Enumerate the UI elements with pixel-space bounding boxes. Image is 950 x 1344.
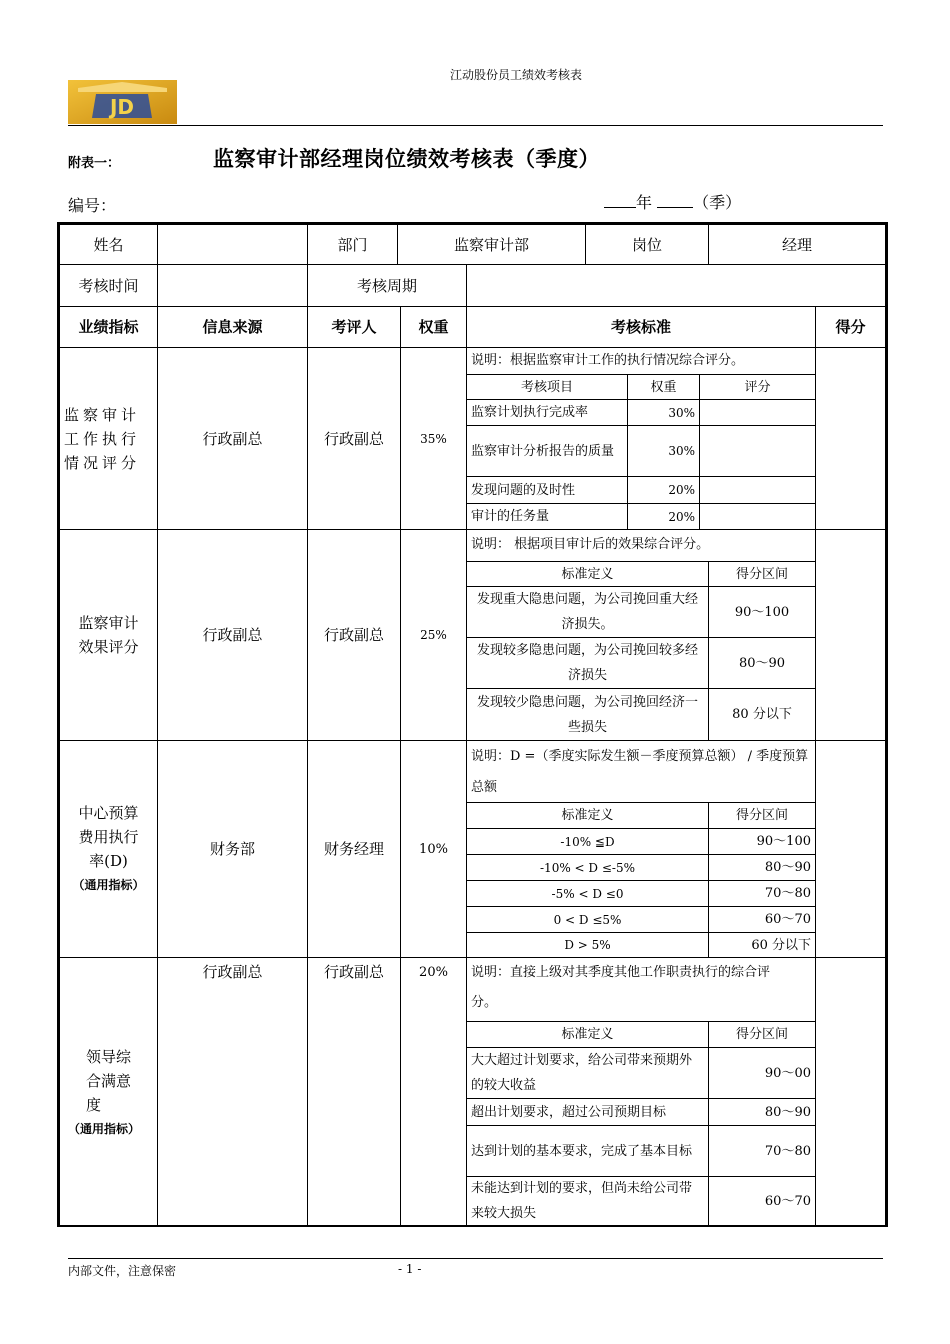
table-row: 0 < D ≤5% xyxy=(466,906,709,933)
score-cell[interactable] xyxy=(815,957,886,1226)
table-row: 审计的任务量 xyxy=(466,503,628,530)
weight-cell: 35% xyxy=(400,347,467,530)
row-range: 90～00 xyxy=(708,1047,816,1099)
table-row: 未能达到计划的要求，但尚未给公司带来较大损失 xyxy=(466,1176,709,1226)
sub-header-range: 得分区间 xyxy=(708,802,816,829)
name-label: 姓名 xyxy=(59,224,158,265)
footer-divider xyxy=(68,1258,883,1259)
row-range: 80～90 xyxy=(708,1098,816,1126)
standard-note: 说明：根据监察审计工作的执行情况综合评分。 xyxy=(466,347,816,375)
svg-text:JD: JD xyxy=(109,95,135,119)
cycle-label: 考核周期 xyxy=(307,264,467,307)
source-cell: 行政副总 xyxy=(157,347,308,530)
kpi-sub-label: （通用指标） xyxy=(68,1121,141,1136)
reviewer-cell: 财务经理 xyxy=(307,740,401,958)
kpi-label: 监察审计效果评分 xyxy=(78,614,139,656)
reviewer-cell: 行政副总 xyxy=(307,957,401,1226)
row-range: 80～90 xyxy=(708,854,816,881)
kpi-cell xyxy=(59,740,158,958)
dept-value: 监察审计部 xyxy=(397,224,586,265)
row-range: 60 分以下 xyxy=(708,932,816,958)
post-label: 岗位 xyxy=(585,224,709,265)
dept-label: 部门 xyxy=(307,224,398,265)
row-weight: 30% xyxy=(627,399,700,426)
score-cell[interactable] xyxy=(815,529,886,741)
form-title: 监察审计部经理岗位绩效考核表（季度） xyxy=(213,146,600,171)
sub-header-weight: 权重 xyxy=(627,374,700,400)
row-range: 70～80 xyxy=(708,880,816,907)
kpi-sub-label: （通用指标） xyxy=(72,878,145,892)
table-row: 达到计划的基本要求，完成了基本目标 xyxy=(466,1125,709,1177)
sub-header-range: 得分区间 xyxy=(708,561,816,587)
time-label: 考核时间 xyxy=(59,264,158,307)
sub-header-def: 标准定义 xyxy=(466,802,709,829)
col-score: 得分 xyxy=(815,306,886,348)
col-kpi: 业绩指标 xyxy=(59,306,158,348)
source-cell: 财务部 xyxy=(157,740,308,958)
header-divider xyxy=(68,125,883,126)
reviewer-cell: 行政副总 xyxy=(307,529,401,741)
attachment-label: 附表一： xyxy=(68,156,121,171)
source-cell: 行政副总 xyxy=(157,957,308,1226)
kpi-label: 领导综合满意度 xyxy=(86,1047,132,1114)
page-number: - 1 - xyxy=(398,1262,422,1276)
score-cell[interactable] xyxy=(815,347,886,530)
row-range: 80～90 xyxy=(708,637,816,689)
year-label: 年 xyxy=(636,193,653,212)
sub-header-def: 标准定义 xyxy=(466,1021,709,1048)
time-value[interactable] xyxy=(157,264,308,307)
name-value[interactable] xyxy=(157,224,308,265)
col-standard: 考核标准 xyxy=(466,306,816,348)
table-row: -10% ≦D xyxy=(466,828,709,855)
row-range: 60～70 xyxy=(708,1176,816,1226)
post-value: 经理 xyxy=(708,224,886,265)
row-score[interactable] xyxy=(699,425,816,477)
weight-cell: 20% xyxy=(400,957,467,1226)
standard-note: 说明： 根据项目审计后的效果综合评分。 xyxy=(466,529,816,562)
sub-header-score: 评分 xyxy=(699,374,816,400)
table-row: 监察审计分析报告的质量 xyxy=(466,425,628,477)
row-range: 60～70 xyxy=(708,906,816,933)
sub-header-range: 得分区间 xyxy=(708,1021,816,1048)
score-cell[interactable] xyxy=(815,740,886,958)
reviewer-cell: 行政副总 xyxy=(307,347,401,530)
footer-confidential: 内部文件，注意保密 xyxy=(68,1264,177,1278)
row-range: 80 分以下 xyxy=(708,688,816,741)
col-weight: 权重 xyxy=(400,306,467,348)
source-cell: 行政副总 xyxy=(157,529,308,741)
season-blank[interactable] xyxy=(657,193,693,208)
sub-header-item: 考核项目 xyxy=(466,374,628,400)
kpi-label: 中心预算费用执行率(D) xyxy=(78,804,139,870)
standard-note: 说明：D =（季度实际发生额－季度预算总额） / 季度预算总额 xyxy=(466,740,816,803)
serial-label: 编号： xyxy=(68,196,117,215)
kpi-cell xyxy=(59,347,158,530)
row-score[interactable] xyxy=(699,503,816,530)
table-row: 发现较少隐患问题，为公司挽回经济一些损失 xyxy=(466,688,709,741)
weight-cell: 25% xyxy=(400,529,467,741)
table-row: D > 5% xyxy=(466,932,709,958)
kpi-label: 监察审计工作执行情况评分 xyxy=(64,405,141,472)
document-header-title: 江动股份员工绩效考核表 xyxy=(450,68,583,82)
row-range: 90～100 xyxy=(708,828,816,855)
table-row: -5% < D ≤0 xyxy=(466,880,709,907)
row-weight: 20% xyxy=(627,503,700,530)
row-score[interactable] xyxy=(699,476,816,504)
season-label: （季） xyxy=(693,193,742,212)
sub-header-def: 标准定义 xyxy=(466,561,709,587)
standard-note: 说明：直接上级对其季度其他工作职责执行的综合评分。 xyxy=(466,957,816,1022)
cycle-value[interactable] xyxy=(466,264,886,307)
table-row: -10% < D ≤-5% xyxy=(466,854,709,881)
period-line xyxy=(604,190,741,213)
table-row: 发现问题的及时性 xyxy=(466,476,628,504)
company-logo xyxy=(68,80,177,124)
table-row: 监察计划执行完成率 xyxy=(466,399,628,426)
row-range: 90～100 xyxy=(708,586,816,638)
weight-cell: 10% xyxy=(400,740,467,958)
row-weight: 20% xyxy=(627,476,700,504)
row-score[interactable] xyxy=(699,399,816,426)
col-reviewer: 考评人 xyxy=(307,306,401,348)
table-row: 大大超过计划要求，给公司带来预期外的较大收益 xyxy=(466,1047,709,1099)
table-row: 超出计划要求，超过公司预期目标 xyxy=(466,1098,709,1126)
col-source: 信息来源 xyxy=(157,306,308,348)
row-range: 70～80 xyxy=(708,1125,816,1177)
table-row: 发现较多隐患问题，为公司挽回较多经济损失 xyxy=(466,637,709,689)
row-weight: 30% xyxy=(627,425,700,477)
kpi-cell xyxy=(59,957,158,1226)
year-blank[interactable] xyxy=(604,193,636,208)
kpi-cell xyxy=(59,529,158,741)
table-row: 发现重大隐患问题，为公司挽回重大经济损失。 xyxy=(466,586,709,638)
